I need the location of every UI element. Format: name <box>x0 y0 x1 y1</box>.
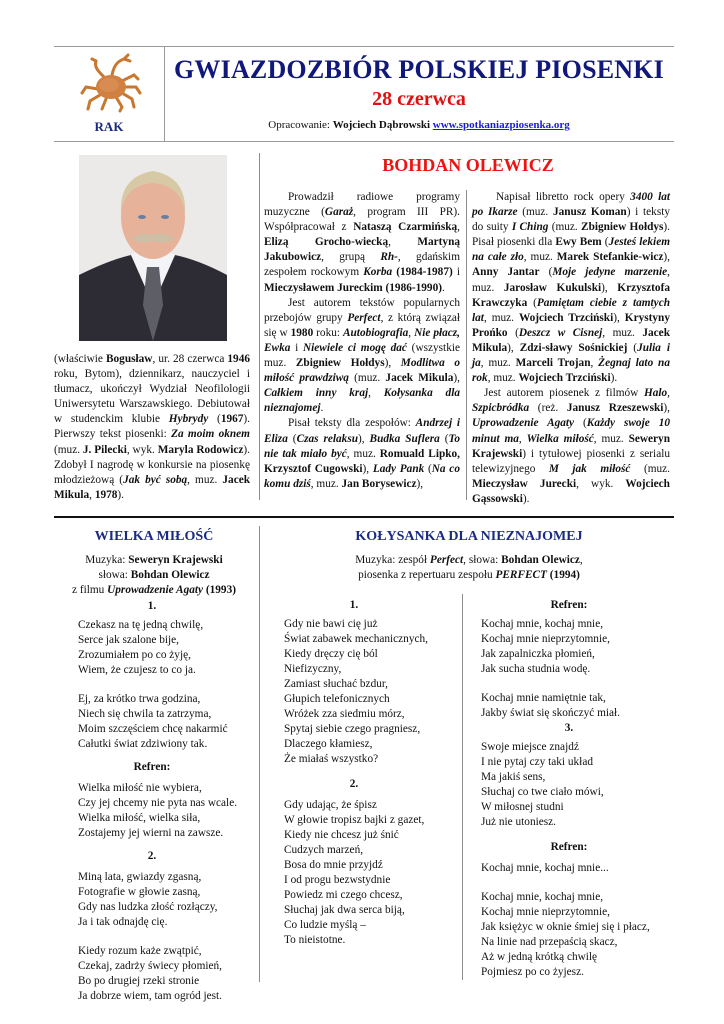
artist-name: BOHDAN OLEWICZ <box>382 155 554 175</box>
verse-2a <box>78 870 258 930</box>
verse-number: 2. <box>349 778 359 790</box>
lyric-line: Jakby świat się skończyć miał. <box>481 707 620 719</box>
bio-paragraph: Jest autorem piosenek z filmów Halo, Szpicbródka (reż. Janusz Rzeszewski), Uprowadzenie Agaty (Każdy swoje 10 minut ma, Wielka miłość, muz. Seweryn Krajewski) i tytułowej piosenki z serialu telewizyjnego M jak miłość (muz. Mieczysław Jurecki, wyk. Wojciech Gąssowski). <box>472 387 670 505</box>
bio-column-2 <box>264 190 460 492</box>
lyric-line: I nie pytaj czy taki układ <box>481 756 593 768</box>
lyric-line: Zamiast słuchać bzdur, <box>284 678 389 690</box>
lyric-line: Kochaj mnie, kochaj mnie... <box>481 862 609 874</box>
column-divider <box>259 526 260 982</box>
lyric-line: Kochaj mnie namiętnie tak, <box>481 692 606 704</box>
lyric-line: Słuchaj co twe ciało mówi, <box>481 786 604 798</box>
lyric-line: Moim szczęściem chcę nakarmić <box>78 723 228 735</box>
verse-1b <box>78 692 258 752</box>
song-credits: Muzyka: zespół Perfect, słowa: Bohdan Olewicz, piosenka z repertuaru zespołu PERFECT (1994) <box>355 554 583 581</box>
refrain <box>78 781 258 841</box>
lyric-line: Gdy nie bawi cię już <box>284 618 378 630</box>
lyric-line: Kochaj mnie, kochaj mnie, <box>481 891 604 903</box>
column-divider <box>462 594 463 980</box>
lyric-line: Powiedz mi czego chcesz, <box>284 889 403 901</box>
lyric-line: Kochaj mnie nieprzytomnie, <box>481 906 610 918</box>
lyric-line: Wielka miłość nie wybiera, <box>78 782 202 794</box>
verse-number: 1. <box>147 600 157 612</box>
lyric-line: Słuchaj jak dwa serca biją, <box>284 904 405 916</box>
lyric-line: Serce jak szalone bije, <box>78 634 179 646</box>
page-header <box>54 46 674 142</box>
lyric-line: Kiedy dręczy cię ból <box>284 648 378 660</box>
credit-prefix: Opracowanie: <box>268 119 333 131</box>
lyric-line: Zrozumiałem po co żyję, <box>78 649 191 661</box>
lyric-line: Bo po drugiej rzeki stronie <box>78 975 200 987</box>
lyric-line: Czekaj, zadrży świecy płomień, <box>78 960 222 972</box>
lyric-line: Całutki świat zdziwiony tak. <box>78 738 208 750</box>
bio-paragraph: Napisał libretto rock opery 3400 lat po Ikarze (muz. Janusz Koman) i teksty do suity I Ching (muz. Zbigniew Hołdys). Pisał piosenki dla Ewy Bem (Jesteś lekiem na całe zło, muz. Marek Stefankie-wicz), Anny Jantar (Moje jedyne marzenie, muz. Jarosław Kukulski), Krzysztofa Krawczyka (Pamiętam ciebie z tamtych lat, muz. Wojciech Trzciński), Krystyny Prońko (Deszcz w Cisnej, muz. Jacek Mikula), Zdzi-sławy Sośnickiej (Julia i ja, muz. Marceli Trojan, Żegnaj lato na rok, muz. Wojciech Trzciński). <box>472 191 671 385</box>
lyric-line: Bosa do mnie przyjdź <box>284 859 383 871</box>
column-divider <box>466 190 467 500</box>
lyric-line: Niefizyczny, <box>284 663 342 675</box>
lyric-line: Ma jakiś sens, <box>481 771 546 783</box>
lyric-line: Kiedy rozum każe zwątpić, <box>78 945 202 957</box>
verse-number: 1. <box>349 599 359 611</box>
credit-line <box>164 119 674 131</box>
portrait-photo <box>79 155 227 341</box>
lyric-line: Czekasz na tę jedną chwilę, <box>78 619 204 631</box>
section-divider <box>54 516 674 518</box>
lyric-line: Ja i tak odnajdę cię. <box>78 916 168 928</box>
portrait-image <box>79 155 227 341</box>
verse-2 <box>284 798 464 948</box>
refrain-label: Refren: <box>550 599 588 611</box>
lyric-line: Wielka miłość, wielka siła, <box>78 812 201 824</box>
bio-column-1 <box>54 352 250 503</box>
lyric-line: Jak księżyc w oknie śmiej się i płacz, <box>481 921 650 933</box>
zodiac-sign-label: RAK <box>94 119 124 134</box>
lyric-line: Że miałaś wszystko? <box>284 753 379 765</box>
refrain-b <box>481 691 677 721</box>
song-lyrics-kolysanka-left <box>284 598 464 962</box>
bio-paragraph: Pisał teksty dla zespołów: Andrzej i Eliza (Czas relaksu), Budka Suflera (To nie tak miało być, muz. Romuald Lipko, Krzysztof Cugowski), Lady Pank (Na co komu dziś, muz. Jan Borysewicz), <box>264 417 460 490</box>
lyric-line: Wróżek zza siedmiu mórz, <box>284 708 405 720</box>
song-lyrics-kolysanka-right <box>481 598 677 994</box>
lyric-line: Kochaj mnie, kochaj mnie, <box>481 618 604 630</box>
verse-number: 3. <box>564 722 574 734</box>
lyric-line: To nieistotne. <box>284 934 346 946</box>
lyric-line: Spytaj siebie czego pragniesz, <box>284 723 421 735</box>
refrain-short <box>481 861 677 876</box>
lyric-line: Swoje miejsce znajdź <box>481 741 579 753</box>
lyric-line: I od progu bezwstydnie <box>284 874 391 886</box>
lyric-line: Ja dobrze wiem, tam ogród jest. <box>78 990 222 1002</box>
song-title-kolysanka: KOŁYSANKA DLA NIEZNAJOMEJ <box>355 529 583 544</box>
song-credits: Muzyka: Seweryn Krajewski słowa: Bohdan Olewicz z filmu Uprowadzenie Agaty (1993) <box>71 554 236 596</box>
lyric-line: Pojmiesz po co żyjesz. <box>481 966 584 978</box>
refrain-a <box>481 617 677 677</box>
lyric-line: Wiem, że czujesz to co ja. <box>78 664 196 676</box>
song-title-wielka-milosc: WIELKA MIŁOŚĆ <box>94 529 214 544</box>
lyric-line: Już nie utoniesz. <box>481 816 556 828</box>
lyric-line: Świat zabawek mechanicznych, <box>284 633 428 645</box>
lyric-line: Dlaczego kłamiesz, <box>284 738 373 750</box>
lyric-line: Jak zapalniczka płomień, <box>481 648 595 660</box>
bio-paragraph: Jest autorem tekstów popularnych przebojów grupy Perfect, z którą związał się w 1980 roku: Autobiografia, Nie płacz, Ewka i Niewiele ci mogę dać (wszystkie muz. Zbigniew Hołdys), Modlitwa o miłość prawdziwą (muz. Jacek Mikula), Całkiem inny kraj, Kołysanka dla nieznajomej. <box>264 296 461 415</box>
website-link[interactable]: www.spotkaniazpiosenka.org <box>432 119 570 131</box>
lyric-line: Niech się chwila ta zatrzyma, <box>78 708 212 720</box>
bio-paragraph: (właściwie Bogusław, ur. 28 czerwca 1946 roku, Bytom), dziennikarz, nauczyciel i tłumacz, ukończył Wydział Neofilologii Uniwersytetu Warszawskiego. Debiutował w studenckim klubie Hybrydy (1967). Pierwszy tekst piosenki: Za moim oknem (muz. J. Pilecki, wyk. Maryla Rodowicz). Zdobył I nagrodę w konkursie na piosenkę młodzieżową (Jak być sobą, muz. Jacek Mikula, 1978). <box>54 353 251 501</box>
date-heading: 28 czerwca <box>372 88 466 110</box>
bio-column-3 <box>472 190 670 507</box>
refrain-label: Refren: <box>133 761 171 773</box>
lyric-line: Gdy nas ludzka złość rozłączy, <box>78 901 218 913</box>
lyric-line: Głupich telefonicznych <box>284 693 390 705</box>
verse-number: 2. <box>147 850 157 862</box>
lyric-line: W miłosnej studni <box>481 801 564 813</box>
lyric-line: Gdy udając, że śpisz <box>284 799 377 811</box>
verse-1a <box>78 618 258 678</box>
outro <box>481 890 677 980</box>
lyric-line: Fotografie w głowie zasną, <box>78 886 201 898</box>
lyric-line: Kochaj mnie nieprzytomnie, <box>481 633 610 645</box>
verse-2b <box>78 944 258 1004</box>
crab-icon <box>78 53 142 113</box>
lyric-line: Czy jej chcemy nie pyta nas wcale. <box>78 797 238 809</box>
column-divider <box>259 153 260 500</box>
lyric-line: Cudzych marzeń, <box>284 844 364 856</box>
verse-3 <box>481 740 677 830</box>
lyric-line: Ej, za krótko trwa godzina, <box>78 693 201 705</box>
lyric-line: Co ludzie myślą – <box>284 919 366 931</box>
bio-paragraph: Prowadził radiowe programy muzyczne (Garaż, program III PR). Współpracował z Nataszą Czarmińską, Elizą Grocho-wiecką, Martyną Jakubowicz, grupą Rh-, gdańskim zespołem rockowym Korba (1984-1987) i Mieczysławem Jureckim (1986-1990). <box>264 191 460 294</box>
lyric-line: Na linie nad przepaścią skacz, <box>481 936 618 948</box>
lyric-line: Aż w jedną krótką chwilę <box>481 951 598 963</box>
song-lyrics-wielka-milosc <box>78 599 258 1018</box>
lyric-line: Jak sucha studnia wodę. <box>481 663 591 675</box>
refrain-label: Refren: <box>550 841 588 853</box>
lyric-line: W głowie tropisz bajki z gazet, <box>284 814 425 826</box>
page-title: GWIAZDOZBIÓR POLSKIEJ PIOSENKI <box>174 55 664 84</box>
zodiac-logo <box>54 47 165 141</box>
lyric-line: Kiedy nie chcesz już śnić <box>284 829 399 841</box>
verse-1 <box>284 617 464 767</box>
lyric-line: Miną lata, gwiazdy zgasną, <box>78 871 202 883</box>
lyric-line: Zostajemy jej wierni na zawsze. <box>78 827 224 839</box>
credit-author: Wojciech Dąbrowski <box>332 119 431 131</box>
